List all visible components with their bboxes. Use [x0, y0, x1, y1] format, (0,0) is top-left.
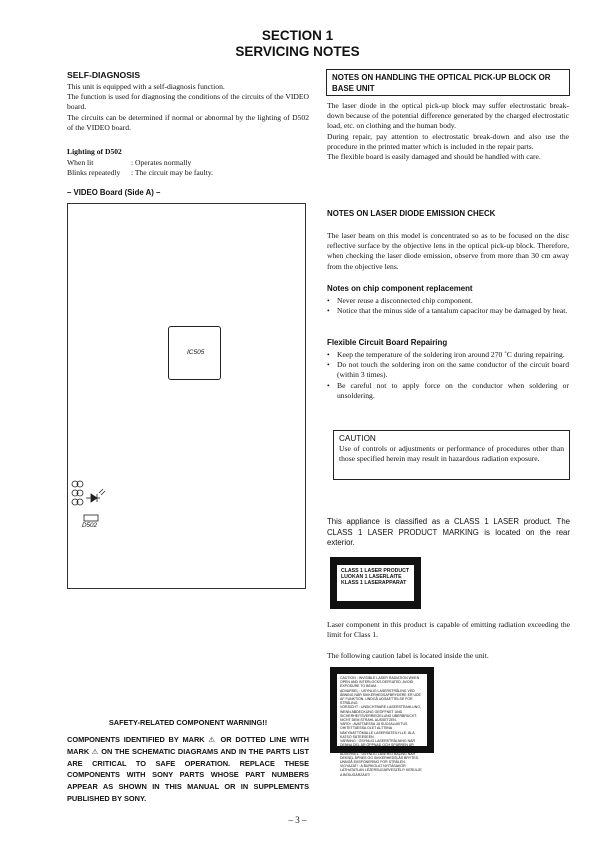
class1-laser-label — [330, 557, 421, 609]
chip-list — [327, 296, 569, 316]
flex-list — [327, 350, 569, 401]
list-item: • Keep the temperature of the soldering iron around 270 ˚C during repairing. — [327, 350, 569, 360]
flex-heading: Flexible Circuit Board Repairing — [327, 338, 448, 347]
page-title: SERVICING NOTES — [235, 44, 360, 59]
list-item: • Do not touch the soldering iron on the same conductor of the circuit board (within 3 times). — [327, 360, 569, 380]
laser-check-text: The laser beam on this model is concentrated so as to be focused on the disc reflective surface by the objective lens in the optical pick-up block. Therefore, when checking the laser diode emission, observe from more than 30 cm away from the objective lens. — [327, 231, 569, 271]
list-item: • Never reuse a disconnected chip component. — [327, 296, 569, 306]
d502-label: D502 — [82, 522, 98, 529]
list-item: • Notice that the minus side of a tantalum capacitor may be damaged by heat. — [327, 306, 569, 316]
self-diagnosis-heading: SELF-DIAGNOSIS — [67, 70, 141, 80]
caution-label-line: VARO! : AVATTAESSA JA SUOJALUKITUS OHITETTAESSA OLET ALTTIINA NÄKYMÄTTÖMÄLLE LASERSÄTEILYLLE. ÄLÄ KATSO SÄTEESEEN. — [340, 722, 415, 739]
caution-label-line: ADVARSEL : USYNLIG LASERSTRÅLING VED ÅBNING NÅR SIKKERHEDSAFBRYDERE ER UDE AF FUNKTION. UNDGÅ UDSAETTELSE FOR STRÅLING. — [340, 688, 421, 706]
board-heading: – VIDEO Board (Side A) – — [67, 188, 161, 197]
when-lit-value: : Operates normally — [131, 158, 192, 167]
class1-label-line: LUOKAN 1 LASERLAITE — [341, 574, 402, 580]
caution-label-line: VORSICHT : UNSICHTBARE LASERSTRAHLUNG, WENN ABDECKUNG GEÖFFNET UND SICHERHEITSVERRIEGELUNG ÜBERBRÜCKT. NICHT DEM STRAHL AUSSETZEN. — [340, 705, 422, 723]
page-number: – 3 – — [288, 815, 307, 825]
blinks-value: : The circuit may be faulty. — [131, 168, 214, 177]
blinks-label: Blinks repeatedly — [67, 168, 121, 177]
section-number: SECTION 1 — [261, 28, 334, 43]
optical-text: The laser diode in the optical pick-up block may suffer electrostatic break-down because of the potential difference generated by the charged electrostatic load, etc. on clothing and the human body. During repair, pay attention to electrostatic break-down and also use the procedure in the printed matter which is included in the repair parts. The flexible board is easily damaged and should be handled with care. — [327, 101, 569, 162]
caution-title: CAUTION — [339, 434, 376, 443]
caution-label-line: CAUTION : INVISIBLE LASER RADIATION WHEN OPEN AND INTERLOCKS DEFEATED. AVOID EXPOSURE TO BEAM. — [340, 676, 420, 689]
class1-text: This appliance is classified as a CLASS 1 LASER product. The CLASS 1 LASER PRODUCT MARKING is located on the rear exterior. — [327, 517, 570, 547]
caution-text: Use of controls or adjustments or performance of procedures other than those specified herein may result in hazardous radiation exposure. — [339, 444, 564, 464]
caution-box — [333, 430, 570, 480]
optical-heading: NOTES ON HANDLING THE OPTICAL PICK-UP BLOCK OR BASE UNIT — [332, 73, 551, 93]
optical-heading-box — [326, 69, 570, 96]
video-board-diagram — [67, 203, 306, 589]
caution-label-line: ADVERSEL : USYNLIG LASERSTRÅLING NÅR DEKSEL ÅPNES OG SIKKERHEDSLÅS BRYTES. UNNGÅ EKSPONERING FOR STRÅLEN. — [340, 751, 419, 765]
caution-label-line: VIGYAZAT! : A BURKOLAT NYITÁSAKOR LÁTHATATLAN LÉZERSUGÁRVESZÉLY! KERÜLJE A BESUGÁRZÁST! — [340, 764, 422, 777]
lighting-heading: Lighting of D502 — [67, 147, 122, 156]
self-diagnosis-text: This unit is equipped with a self-diagnosis function. The function is used for diagnosing the conditions of the circuits of the VIDEO board. The circuits can be determined if normal or abnormal by the lighting of D502 of the VIDEO board. — [67, 82, 309, 132]
chip-heading: Notes on chip component replacement — [327, 284, 473, 293]
laser-check-heading: NOTES ON LASER DIODE EMISSION CHECK — [327, 209, 496, 218]
d502-led-icon — [70, 480, 116, 526]
ic505-chip — [168, 326, 221, 380]
caution-label-image — [330, 667, 434, 777]
safety-text: COMPONENTS IDENTIFIED BY MARK ⚠ OR DOTTED LINE WITH MARK ⚠ ON THE SCHEMATIC DIAGRAMS AND IN THE PARTS LIST ARE CRITICAL TO SAFE OPERATION. REPLACE THESE COMPONENTS WITH SONY PARTS WHOSE PART NUMBERS APPEAR AS SHOWN IN THIS MANUAL OR IN SUPPLEMENTS PUBLISHED BY SONY. — [67, 735, 309, 803]
ic505-label: IC505 — [187, 349, 205, 356]
class1-label-line: CLASS 1 LASER PRODUCT — [341, 568, 410, 574]
safety-heading: SAFETY-RELATED COMPONENT WARNING!! — [108, 718, 268, 727]
caution-label-intro: The following caution label is located inside the unit. — [327, 651, 489, 660]
emission-text: Laser component in this product is capable of emitting radiation exceeding the limit for Class 1. — [327, 620, 570, 640]
caution-label-line: VARNING : OSYNLIG LASERSTRÅLNING NÄR DENNA DEL ÄR ÖPPNAD OCH SPÄRREN ÄR URKOPPLAD. BETRAKTA EJ STRÅLEN. — [340, 739, 416, 752]
when-lit-label: When lit — [67, 158, 94, 167]
class1-label-line: KLASS 1 LASERAPPARAT — [341, 580, 407, 586]
list-item: • Be careful not to apply force on the conductor when soldering or unsoldering. — [327, 381, 569, 401]
